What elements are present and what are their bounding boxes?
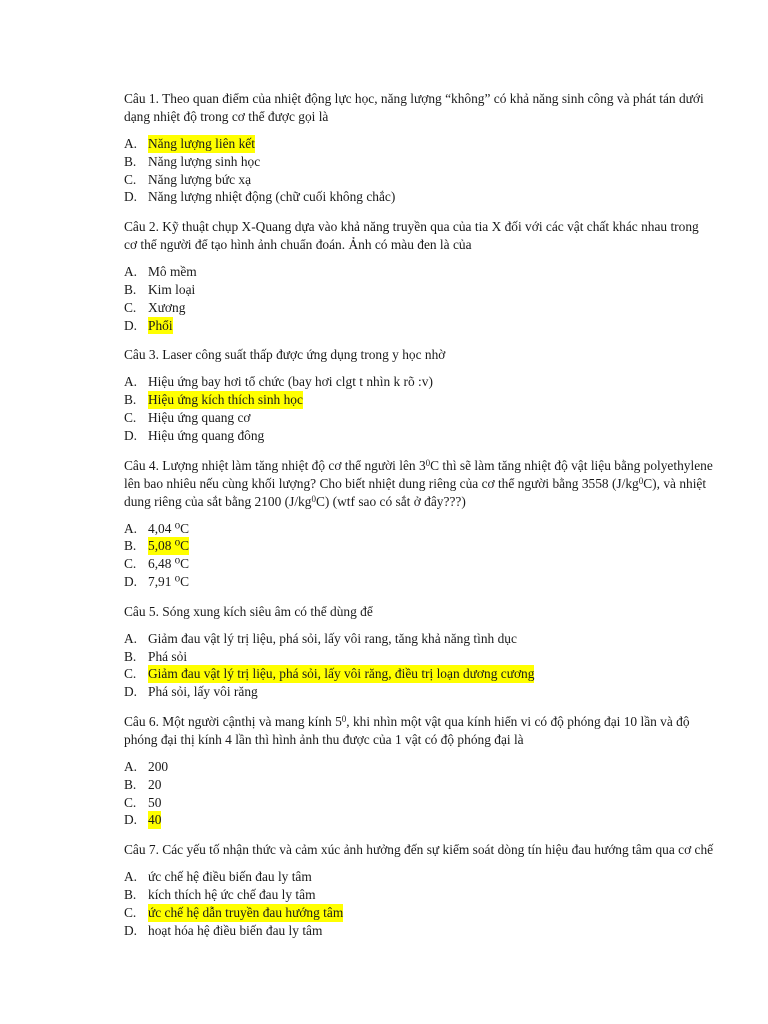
option-letter: C. xyxy=(124,904,137,920)
question-7 xyxy=(124,841,714,939)
superscript: 0 xyxy=(638,475,644,486)
option-b xyxy=(124,281,714,299)
option-letter: D. xyxy=(124,922,138,938)
option-text-highlighted: ức chế hệ dẫn truyền đau hướng tâm xyxy=(148,904,344,920)
option-d xyxy=(124,811,714,829)
option-text: Phá sỏi, lấy vôi răng xyxy=(148,684,258,700)
superscript: 0 xyxy=(341,713,347,724)
question-2 xyxy=(124,218,714,334)
option-letter: A. xyxy=(124,869,138,885)
question-5 xyxy=(124,603,714,701)
option-b xyxy=(124,153,714,171)
document-page xyxy=(124,90,714,951)
option-letter: B. xyxy=(124,776,137,792)
option-c xyxy=(124,171,714,189)
option-text: ức chế hệ điều biến đau ly tâm xyxy=(148,869,312,885)
option-text: 20 xyxy=(148,776,162,792)
question-6 xyxy=(124,713,714,829)
option-a xyxy=(124,630,714,648)
option-text: Năng lượng bức xạ xyxy=(148,171,252,187)
option-c xyxy=(124,299,714,317)
option-letter: C. xyxy=(124,556,137,572)
answer-options xyxy=(124,135,714,206)
answer-options xyxy=(124,868,714,939)
question-1 xyxy=(124,90,714,206)
option-b xyxy=(124,648,714,666)
option-letter: D. xyxy=(124,189,138,205)
option-letter: D. xyxy=(124,317,138,333)
option-text-highlighted: Hiệu ứng kích thích sinh học xyxy=(148,392,303,408)
option-d xyxy=(124,427,714,445)
answer-options xyxy=(124,630,714,701)
option-letter: D. xyxy=(124,427,138,443)
option-text: Kim loại xyxy=(148,281,196,297)
option-letter: C. xyxy=(124,299,137,315)
option-a xyxy=(124,373,714,391)
question-text: Câu 6. Một người cậnthị và mang kính $5^0$, khi nhìn một vật qua kính hiển vi có độ phóng đại 10 lần và độ phóng đại thị kính 4 lần thì hình ảnh thu được của 1 vật có độ phóng đại là xyxy=(124,713,690,747)
option-text: Năng lượng sinh học xyxy=(148,153,261,169)
answer-options xyxy=(124,520,714,591)
option-letter: A. xyxy=(124,520,138,536)
option-letter: A. xyxy=(124,374,138,390)
option-d xyxy=(124,188,714,206)
option-b xyxy=(124,886,714,904)
option-letter: B. xyxy=(124,886,137,902)
option-letter: A. xyxy=(124,758,138,774)
option-a xyxy=(124,758,714,776)
option-letter: C. xyxy=(124,409,137,425)
option-text: 200 xyxy=(148,758,169,774)
answer-options xyxy=(124,758,714,829)
option-letter: A. xyxy=(124,136,138,151)
option-text: Hiệu ứng quang cơ xyxy=(148,409,251,425)
option-text-highlighted: 5,08 ⁰C xyxy=(148,538,190,554)
option-a xyxy=(124,263,714,281)
option-letter: B. xyxy=(124,648,137,664)
option-letter: C. xyxy=(124,171,137,187)
option-letter: D. xyxy=(124,573,138,589)
option-c xyxy=(124,409,714,427)
option-letter: D. xyxy=(124,684,138,700)
option-a xyxy=(124,868,714,886)
option-letter: B. xyxy=(124,538,137,554)
question-text: Câu 5. Sóng xung kích siêu âm có thể dùng để xyxy=(124,603,373,619)
option-text: hoạt hóa hệ điều biến đau ly tâm xyxy=(148,922,323,938)
option-text: 7,91 ⁰C xyxy=(148,573,190,589)
option-c xyxy=(124,904,714,922)
answer-options xyxy=(124,263,714,334)
option-d xyxy=(124,573,714,591)
option-d xyxy=(124,317,714,335)
option-text: Xương xyxy=(148,299,186,315)
option-a xyxy=(124,135,714,153)
option-text: 4,04 ⁰C xyxy=(148,520,190,536)
option-letter: D. xyxy=(124,812,138,828)
option-text: 50 xyxy=(148,794,162,810)
option-letter: C. xyxy=(124,794,137,810)
option-text: kích thích hệ ức chế đau ly tâm xyxy=(148,886,316,902)
option-c xyxy=(124,555,714,573)
option-d xyxy=(124,683,714,701)
option-text: Giảm đau vật lý trị liệu, phá sỏi, lấy vôi rang, tăng khả năng tình dục xyxy=(148,630,517,646)
option-letter: A. xyxy=(124,264,138,280)
option-letter: B. xyxy=(124,153,137,169)
option-text: Hiệu ứng quang đông xyxy=(148,427,265,443)
option-letter: C. xyxy=(124,666,137,682)
question-text: Câu 4. Lượng nhiệt làm tăng nhiệt độ cơ thể người lên $3^0C$ thì sẽ làm tăng nhiệt độ vật liệu bằng polyethylene lên bao nhiêu nếu cùng khối lượng? Cho biết nhiệt dung riêng của cơ thể người bằng 3558 $(J/kg^0C)$, và nhiệt dung riêng của sắt bằng 2100 $(J/kg^0C)$ (wtf sao có sắt ở đây???) xyxy=(124,457,713,509)
option-c xyxy=(124,794,714,812)
question-3 xyxy=(124,346,714,444)
option-letter: A. xyxy=(124,630,138,646)
option-b xyxy=(124,776,714,794)
option-text: Năng lượng nhiệt động (chữ cuối không chắc) xyxy=(148,189,396,205)
option-text: 6,48 ⁰C xyxy=(148,556,190,572)
option-text-highlighted: Năng lượng liên kết xyxy=(148,136,255,151)
option-text: Hiệu ứng bay hơi tổ chức (bay hơi clgt t nhìn k rõ :v) xyxy=(148,374,433,390)
option-text: Phá sỏi xyxy=(148,648,188,664)
option-text: Mô mềm xyxy=(148,264,197,280)
option-b xyxy=(124,537,714,555)
option-text-highlighted: 40 xyxy=(148,812,162,828)
question-text: Câu 1. Theo quan điểm của nhiệt động lực học, năng lượng “không” có khả năng sinh công và phát tán dưới dạng nhiệt độ trong cơ thể được gọi là xyxy=(124,91,704,124)
option-c xyxy=(124,665,714,683)
question-text: Câu 3. Laser công suất thấp được ứng dụng trong y học nhờ xyxy=(124,347,446,363)
question-text: Câu 7. Các yếu tố nhận thức và cảm xúc ảnh hưởng đến sự kiểm soát dòng tín hiệu đau hướng tâm qua cơ chế xyxy=(124,842,714,858)
question-4 xyxy=(124,457,714,591)
superscript: 0 xyxy=(311,493,316,504)
option-letter: B. xyxy=(124,281,137,297)
answer-options xyxy=(124,373,714,444)
option-b xyxy=(124,391,714,409)
question-text: Câu 2. Kỹ thuật chụp X-Quang dựa vào khả năng truyền qua của tia X đối với các vật chất khác nhau trong cơ thể người để tạo hình ảnh chuẩn đoán. Ảnh có màu đen là của xyxy=(124,219,699,253)
option-d xyxy=(124,922,714,940)
superscript: 0 xyxy=(425,457,431,468)
option-text-highlighted: Phổi xyxy=(148,317,173,333)
option-a xyxy=(124,520,714,538)
option-letter: B. xyxy=(124,392,137,408)
option-text-highlighted: Giảm đau vật lý trị liệu, phá sỏi, lấy vôi răng, điều trị loạn dương cương xyxy=(148,666,535,682)
